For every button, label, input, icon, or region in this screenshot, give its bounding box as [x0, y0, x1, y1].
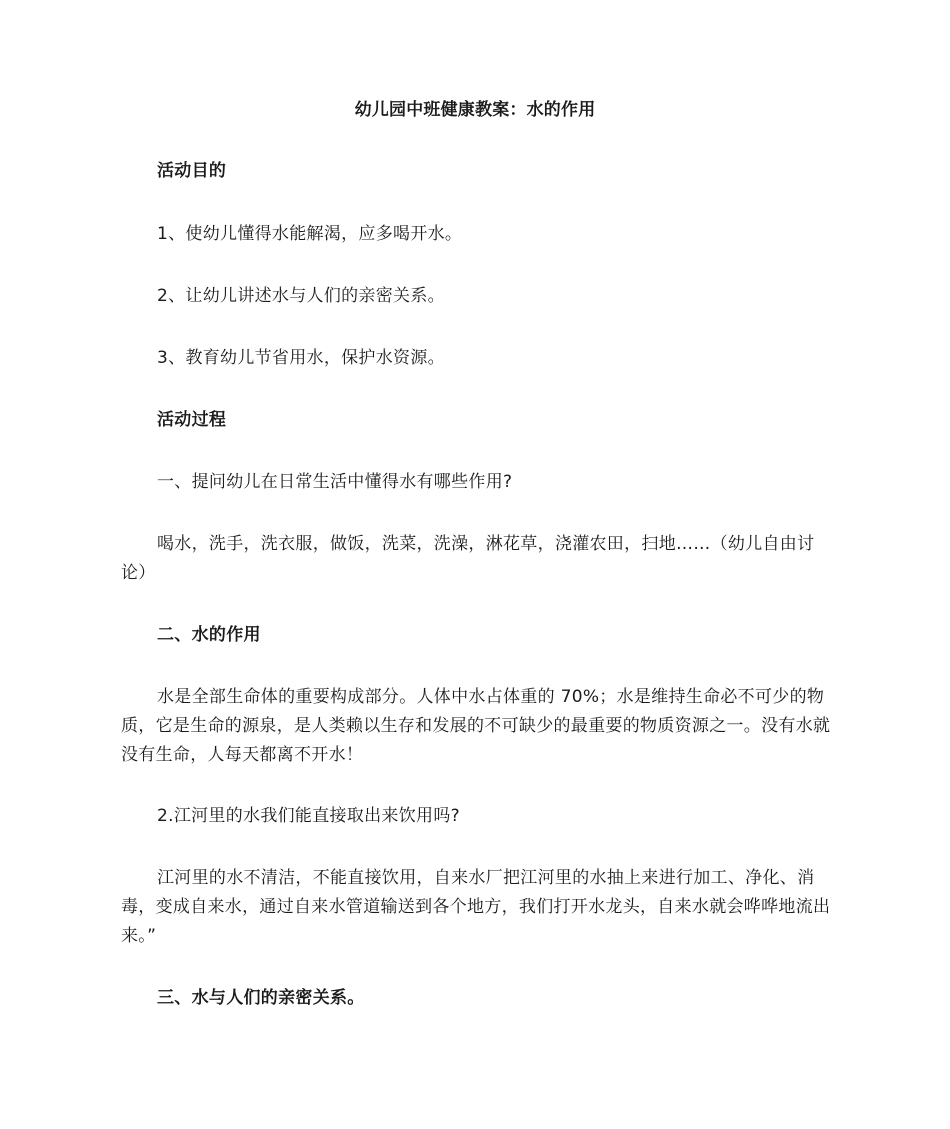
- goal-item-2: 2、让幼儿讲述水与人们的亲密关系。: [157, 286, 445, 306]
- process-step-1: 一、提问幼儿在日常生活中懂得水有哪些作用?: [157, 472, 513, 492]
- question-2: 2.江河里的水我们能直接取出来饮用吗?: [157, 806, 460, 826]
- section-2-paragraph: 水是全部生命体的重要构成部分。人体中水占体重的 70%；水是维持生命必不可少的物质，它是生命的源泉，是人类赖以生存和发展的不可缺少的最重要的物质资源之一。没有水就没有生命，人每天都离不开水！: [121, 687, 831, 765]
- heading-section-2: 二、水的作用: [157, 625, 261, 645]
- heading-section-3: 三、水与人们的亲密关系。: [157, 988, 365, 1008]
- process-step-1-answer: 喝水，洗手，洗衣服，做饭，洗菜，洗澡，淋花草，浇灌农田，扫地……（幼儿自由讨论）: [121, 534, 815, 583]
- heading-activity-goal: 活动目的: [157, 161, 227, 181]
- heading-activity-process: 活动过程: [157, 410, 227, 430]
- goal-item-3: 3、教育幼儿节省用水，保护水资源。: [157, 348, 445, 368]
- document-title: 幼儿园中班健康教案：水的作用: [354, 100, 596, 120]
- answer-2-paragraph: 江河里的水不清洁，不能直接饮用，自来水厂把江河里的水抽上来进行加工、净化、消毒，变成自来水，通过自来水管道输送到各个地方，我们打开水龙头，自来水就会哗哗地流出来。”: [121, 868, 831, 946]
- goal-item-1: 1、使幼儿懂得水能解渴，应多喝开水。: [157, 224, 463, 244]
